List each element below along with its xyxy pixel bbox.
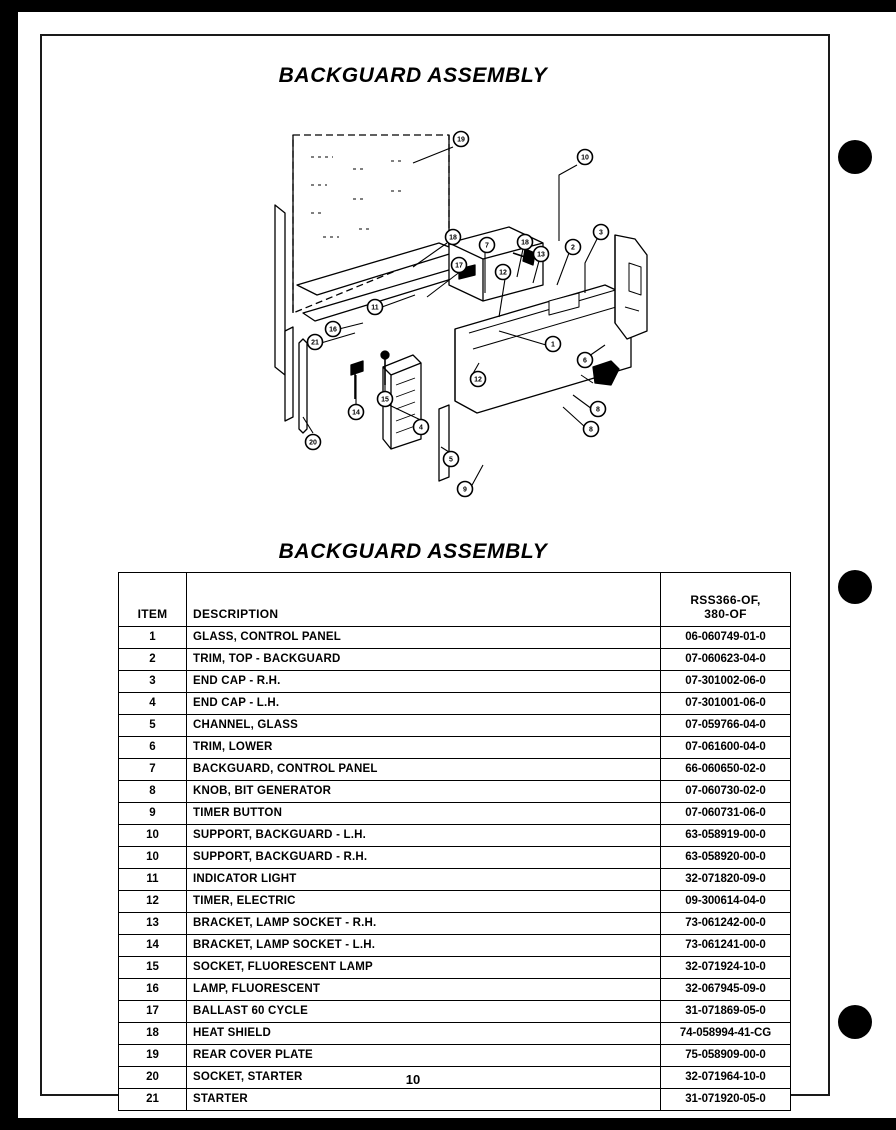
- cell-part-number: 09-300614-04-0: [661, 891, 791, 913]
- cell-item-number: 21: [119, 1089, 187, 1111]
- cell-item-number: 16: [119, 979, 187, 1001]
- cell-item-number: 9: [119, 803, 187, 825]
- table-row: [119, 781, 791, 803]
- callout-label: 20: [309, 439, 317, 447]
- callout-label: 18: [449, 234, 457, 242]
- cell-part-number: 31-071869-05-0: [661, 1001, 791, 1023]
- cell-description: KNOB, BIT GENERATOR: [187, 781, 661, 803]
- callout-label: 9: [463, 486, 467, 494]
- cell-item-number: 12: [119, 891, 187, 913]
- callout-bubble: [349, 405, 364, 420]
- cell-item-number: 4: [119, 693, 187, 715]
- cell-part-number: 07-301001-06-0: [661, 693, 791, 715]
- callout-bubble: [518, 235, 533, 250]
- table-header-row: [119, 573, 791, 627]
- cell-item-number: 10: [119, 847, 187, 869]
- table-row: [119, 737, 791, 759]
- cell-item-number: 17: [119, 1001, 187, 1023]
- table-header: [119, 573, 791, 627]
- cell-part-number: 32-071820-09-0: [661, 869, 791, 891]
- punch-hole-mark: [838, 140, 872, 174]
- callout-bubble: [306, 435, 321, 450]
- cell-part-number: 07-061600-04-0: [661, 737, 791, 759]
- callout-label: 12: [474, 376, 482, 384]
- cell-item-number: 6: [119, 737, 187, 759]
- cell-description: END CAP - L.H.: [187, 693, 661, 715]
- cell-description: TIMER BUTTON: [187, 803, 661, 825]
- cell-item-number: 3: [119, 671, 187, 693]
- table-row: [119, 693, 791, 715]
- cell-description: INDICATOR LIGHT: [187, 869, 661, 891]
- cell-description: TRIM, TOP - BACKGUARD: [187, 649, 661, 671]
- callout-bubble: [566, 240, 581, 255]
- cell-item-number: 5: [119, 715, 187, 737]
- table-row: [119, 627, 791, 649]
- exploded-assembly-diagram: [263, 117, 683, 512]
- callout-label: 3: [599, 229, 603, 237]
- cell-item-number: 18: [119, 1023, 187, 1045]
- callout-label: 16: [329, 326, 337, 334]
- table-row: [119, 935, 791, 957]
- cell-part-number: 74-058994-41-CG: [661, 1023, 791, 1045]
- callout-bubble: [594, 225, 609, 240]
- callout-bubble: [591, 402, 606, 417]
- punch-hole-mark: [838, 1005, 872, 1039]
- callout-label: 15: [381, 396, 389, 404]
- callout-label: 5: [449, 456, 453, 464]
- cell-description: SUPPORT, BACKGUARD - L.H.: [187, 825, 661, 847]
- cell-description: END CAP - R.H.: [187, 671, 661, 693]
- column-header-part-number-line2: 380-OF: [704, 607, 747, 621]
- callout-label: 1: [551, 341, 555, 349]
- callout-label: 6: [583, 357, 587, 365]
- callout-label: 12: [499, 269, 507, 277]
- cell-description: TRIM, LOWER: [187, 737, 661, 759]
- callout-bubble: [452, 258, 467, 273]
- cell-part-number: 07-060623-04-0: [661, 649, 791, 671]
- cell-description: STARTER: [187, 1089, 661, 1111]
- table-row: [119, 957, 791, 979]
- table-row: [119, 1089, 791, 1111]
- cell-part-number: 07-060730-02-0: [661, 781, 791, 803]
- callout-label: 17: [455, 262, 463, 270]
- cell-part-number: 07-301002-06-0: [661, 671, 791, 693]
- callout-label: 4: [419, 424, 423, 432]
- callout-bubble: [308, 335, 323, 350]
- cell-item-number: 10: [119, 825, 187, 847]
- cell-description: LAMP, FLUORESCENT: [187, 979, 661, 1001]
- callout-label: 14: [352, 409, 360, 417]
- callout-bubble: [454, 132, 469, 147]
- cell-part-number: 73-061241-00-0: [661, 935, 791, 957]
- column-header-description: DESCRIPTION: [187, 573, 661, 627]
- cell-description: SOCKET, STARTER: [187, 1067, 661, 1089]
- cell-description: SUPPORT, BACKGUARD - R.H.: [187, 847, 661, 869]
- cell-description: BACKGUARD, CONTROL PANEL: [187, 759, 661, 781]
- callout-bubble: [368, 300, 383, 315]
- cell-part-number: 07-059766-04-0: [661, 715, 791, 737]
- cell-description: BALLAST 60 CYCLE: [187, 1001, 661, 1023]
- cell-part-number: 32-071964-10-0: [661, 1067, 791, 1089]
- callout-label: 13: [537, 251, 545, 259]
- callout-bubble: [578, 150, 593, 165]
- cell-item-number: 20: [119, 1067, 187, 1089]
- column-header-part-number: [661, 573, 791, 627]
- callout-bubble: [458, 482, 473, 497]
- parts-table-title: BACKGUARD ASSEMBLY: [278, 540, 548, 563]
- parts-table-container: [118, 572, 790, 1111]
- callout-label: 8: [596, 406, 600, 414]
- table-row: [119, 671, 791, 693]
- table-row: [119, 1045, 791, 1067]
- column-header-item: ITEM: [119, 573, 187, 627]
- cell-item-number: 19: [119, 1045, 187, 1067]
- callout-bubble: [414, 420, 429, 435]
- cell-item-number: 8: [119, 781, 187, 803]
- cell-description: HEAT SHIELD: [187, 1023, 661, 1045]
- cell-part-number: 32-067945-09-0: [661, 979, 791, 1001]
- cell-description: SOCKET, FLUORESCENT LAMP: [187, 957, 661, 979]
- table-row: [119, 759, 791, 781]
- page-number: 10: [405, 1072, 421, 1087]
- table-row: [119, 825, 791, 847]
- callout-bubble: [480, 238, 495, 253]
- cell-item-number: 13: [119, 913, 187, 935]
- table-row: [119, 1023, 791, 1045]
- cell-part-number: 73-061242-00-0: [661, 913, 791, 935]
- parts-table: [118, 572, 791, 1111]
- callout-bubble: [446, 230, 461, 245]
- callout-label: 10: [581, 154, 589, 162]
- diagram-svg: [263, 117, 683, 512]
- cell-description: BRACKET, LAMP SOCKET - R.H.: [187, 913, 661, 935]
- table-row: [119, 869, 791, 891]
- cell-part-number: 07-060731-06-0: [661, 803, 791, 825]
- cell-description: REAR COVER PLATE: [187, 1045, 661, 1067]
- table-row: [119, 891, 791, 913]
- table-row: [119, 847, 791, 869]
- callout-label: 11: [371, 304, 379, 312]
- cell-item-number: 7: [119, 759, 187, 781]
- table-row: [119, 979, 791, 1001]
- table-row: [119, 803, 791, 825]
- punch-hole-mark: [838, 570, 872, 604]
- callout-label: 2: [571, 244, 575, 252]
- table-body: [119, 627, 791, 1111]
- cell-item-number: 14: [119, 935, 187, 957]
- callout-bubble: [444, 452, 459, 467]
- cell-item-number: 2: [119, 649, 187, 671]
- cell-item-number: 11: [119, 869, 187, 891]
- cell-description: BRACKET, LAMP SOCKET - L.H.: [187, 935, 661, 957]
- callout-bubble: [496, 265, 511, 280]
- callout-label: 19: [457, 136, 465, 144]
- cell-description: GLASS, CONTROL PANEL: [187, 627, 661, 649]
- column-header-part-number-line1: RSS366-OF,: [690, 593, 761, 607]
- cell-part-number: 63-058919-00-0: [661, 825, 791, 847]
- callout-bubble: [378, 392, 393, 407]
- callout-bubble: [584, 422, 599, 437]
- callout-bubble: [546, 337, 561, 352]
- cell-part-number: 32-071924-10-0: [661, 957, 791, 979]
- scanned-page-sheet: [18, 12, 896, 1118]
- callout-label: 18: [521, 239, 529, 247]
- cell-part-number: 63-058920-00-0: [661, 847, 791, 869]
- table-row: [119, 913, 791, 935]
- callout-bubble: [534, 247, 549, 262]
- cell-part-number: 31-071920-05-0: [661, 1089, 791, 1111]
- callout-label: 7: [485, 242, 489, 250]
- page-title: BACKGUARD ASSEMBLY: [278, 64, 548, 87]
- table-row: [119, 715, 791, 737]
- cell-part-number: 66-060650-02-0: [661, 759, 791, 781]
- callout-bubble: [471, 372, 486, 387]
- cell-item-number: 1: [119, 627, 187, 649]
- table-row: [119, 649, 791, 671]
- cell-description: TIMER, ELECTRIC: [187, 891, 661, 913]
- cell-part-number: 75-058909-00-0: [661, 1045, 791, 1067]
- callout-bubble: [578, 353, 593, 368]
- cell-description: CHANNEL, GLASS: [187, 715, 661, 737]
- cell-part-number: 06-060749-01-0: [661, 627, 791, 649]
- table-row: [119, 1001, 791, 1023]
- cell-item-number: 15: [119, 957, 187, 979]
- callout-bubble: [326, 322, 341, 337]
- callout-label: 21: [311, 339, 319, 347]
- callout-label: 8: [589, 426, 593, 434]
